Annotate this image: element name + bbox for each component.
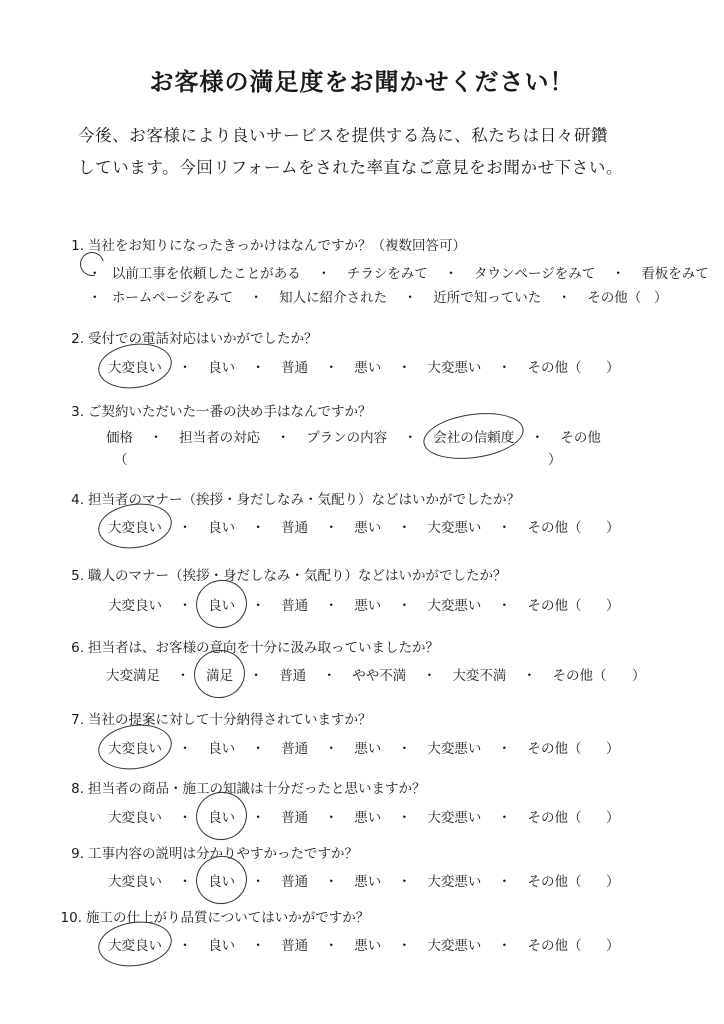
q1-option[interactable]: タウンページをみて bbox=[473, 266, 596, 282]
q6-close-paren: ） bbox=[632, 668, 646, 684]
q3-options bbox=[106, 426, 601, 446]
q1-option[interactable]: チラシをみて bbox=[346, 266, 428, 282]
q1-option[interactable]: その他（ bbox=[587, 290, 642, 306]
q2-option-selected[interactable]: 大変良い bbox=[108, 356, 162, 376]
q7-option-other[interactable]: その他（ bbox=[527, 741, 582, 757]
q4-close-paren: ） bbox=[606, 520, 620, 536]
question-text: 担当者のマナー（挨拶・身だしなみ・気配り）などはいかがでしたか？ bbox=[88, 492, 520, 508]
option-separator: ・ bbox=[397, 360, 412, 376]
q8-close-paren: ） bbox=[606, 810, 620, 826]
q1-option[interactable]: 近所で知っていた bbox=[433, 290, 542, 306]
question-10: 10. 施工の仕上がり品質についてはいかがですか？ bbox=[60, 910, 370, 926]
option-separator: ・ bbox=[497, 874, 512, 890]
q2-option[interactable]: 普通 bbox=[281, 360, 309, 376]
option-separator: ・ bbox=[324, 938, 338, 954]
q8-option[interactable]: 普通 bbox=[281, 810, 309, 826]
question-text: 担当者の商品・施工の知識は十分だったと思いますか？ bbox=[88, 781, 426, 797]
q3-option[interactable]: 価格 bbox=[106, 430, 133, 446]
question-4: 4. 担当者のマナー（挨拶・身だしなみ・気配り）などはいかがでしたか？ bbox=[71, 492, 520, 508]
q3-option-selected[interactable]: 会社の信頼度 bbox=[433, 426, 514, 446]
q10-option[interactable]: 大変悪い bbox=[427, 938, 482, 954]
q5-options bbox=[108, 594, 581, 614]
q7-close-paren: ） bbox=[606, 741, 620, 757]
option-separator: ・ bbox=[324, 741, 338, 757]
option-separator: ・ bbox=[178, 810, 192, 826]
q8-options bbox=[108, 806, 581, 826]
option-separator: ・ bbox=[422, 668, 437, 684]
q9-close-paren: ） bbox=[606, 874, 620, 890]
q8-option[interactable]: 大変良い bbox=[108, 810, 162, 826]
q9-option[interactable]: 大変良い bbox=[108, 874, 162, 890]
question-text: 受付での電話対応はいかがでしたか？ bbox=[88, 331, 318, 347]
question-text: ご契約いただいた一番の決め手はなんですか？ bbox=[88, 404, 372, 420]
option-separator: ・ bbox=[397, 874, 412, 890]
q3-open-paren: （ bbox=[114, 452, 128, 468]
q9-option[interactable]: 大変悪い bbox=[427, 874, 482, 890]
option-separator: ・ bbox=[497, 938, 512, 954]
question-8: 8. 担当者の商品・施工の知識は十分だったと思いますか？ bbox=[71, 781, 426, 797]
option-separator: ・ bbox=[251, 520, 265, 536]
option-separator: ・ bbox=[149, 430, 163, 446]
question-1 bbox=[62, 234, 466, 254]
q4-option[interactable]: 普通 bbox=[281, 520, 309, 536]
question-2: 2. 受付での電話対応はいかがでしたか？ bbox=[71, 331, 318, 347]
intro-line-1: 今後、お客様により良いサービスを提供する為に、私たちは日々研鑽 bbox=[78, 126, 609, 145]
q1-option[interactable]: ホームページをみて bbox=[111, 290, 234, 306]
question-7: 7. 当社の提案に対して十分納得されていますか？ bbox=[71, 712, 372, 728]
q8-option-other[interactable]: その他（ bbox=[527, 810, 582, 826]
option-separator: ・ bbox=[178, 360, 192, 376]
q6-option-other[interactable]: その他（ bbox=[552, 668, 607, 684]
intro-line-2: しています。今回リフォームをされた率直なご意見をお聞かせ下さい。 bbox=[78, 158, 624, 177]
q3-option[interactable]: プランの内容 bbox=[306, 430, 388, 446]
option-separator: ・ bbox=[497, 598, 512, 614]
option-separator: ・ bbox=[249, 290, 263, 306]
q1-option[interactable]: 知人に紹介された bbox=[279, 290, 388, 306]
option-separator: ・ bbox=[497, 741, 512, 757]
question-3: 3. ご契約いただいた一番の決め手はなんですか？ bbox=[71, 404, 372, 420]
option-separator: ・ bbox=[324, 874, 338, 890]
option-separator: ・ bbox=[251, 360, 265, 376]
option-separator: ・ bbox=[249, 668, 263, 684]
option-separator: ・ bbox=[444, 266, 458, 282]
q5-close-paren: ） bbox=[606, 598, 620, 614]
option-separator: ・ bbox=[497, 360, 512, 376]
option-separator: ・ bbox=[251, 810, 265, 826]
q6-option[interactable]: 大変満足 bbox=[106, 668, 160, 684]
q7-option[interactable]: 普通 bbox=[281, 741, 309, 757]
q9-option[interactable]: 普通 bbox=[281, 874, 309, 890]
q7-option[interactable]: 大変悪い bbox=[427, 741, 482, 757]
q1-option-bullet-selected[interactable]: ・ bbox=[88, 262, 102, 282]
option-separator: ・ bbox=[324, 810, 338, 826]
q4-option[interactable]: 大変悪い bbox=[427, 520, 482, 536]
option-separator: ・ bbox=[497, 810, 512, 826]
option-separator: ・ bbox=[276, 430, 290, 446]
q4-option-selected[interactable]: 大変良い bbox=[108, 516, 162, 536]
option-separator: ・ bbox=[251, 598, 265, 614]
q3-close-paren: ） bbox=[548, 452, 562, 468]
question-number: 1. bbox=[71, 238, 84, 254]
option-separator: ・ bbox=[397, 938, 412, 954]
q1-options-row-1 bbox=[88, 262, 709, 282]
page-title: お客様の満足度をお聞かせください！ bbox=[149, 68, 575, 96]
option-separator: ・ bbox=[178, 520, 192, 536]
q5-option[interactable]: 大変悪い bbox=[427, 598, 482, 614]
q2-close-paren: ） bbox=[606, 360, 620, 376]
option-separator: ・ bbox=[176, 668, 190, 684]
q6-option[interactable]: 大変不満 bbox=[452, 668, 507, 684]
q3-option-other[interactable]: その他 bbox=[560, 430, 601, 446]
q4-options bbox=[108, 516, 581, 536]
question-text: 施工の仕上がり品質についてはいかがですか？ bbox=[86, 910, 370, 926]
q8-option[interactable]: 大変悪い bbox=[427, 810, 482, 826]
q9-option[interactable]: 悪い bbox=[354, 874, 382, 890]
q4-option[interactable]: 悪い bbox=[354, 520, 382, 536]
q7-options bbox=[108, 737, 581, 757]
q10-option[interactable]: 良い bbox=[208, 938, 236, 954]
option-separator: ・ bbox=[251, 938, 265, 954]
question-text: 工事内容の説明は分かりやすかったですか？ bbox=[88, 846, 358, 862]
q2-option[interactable]: 悪い bbox=[354, 360, 382, 376]
q2-option[interactable]: 大変悪い bbox=[427, 360, 482, 376]
q2-option-other[interactable]: その他（ bbox=[527, 360, 582, 376]
q5-option[interactable]: 大変良い bbox=[108, 598, 162, 614]
question-6: 6. 担当者は、お客様の意向を十分に汲み取っていましたか？ bbox=[71, 640, 439, 656]
q7-option-selected[interactable]: 大変良い bbox=[108, 737, 162, 757]
q4-option-other[interactable]: その他（ bbox=[527, 520, 582, 536]
q6-option[interactable]: 普通 bbox=[279, 668, 307, 684]
q6-option[interactable]: やや不満 bbox=[352, 668, 407, 684]
option-separator: ・ bbox=[322, 668, 336, 684]
q9-options bbox=[108, 870, 581, 890]
q3-option[interactable]: 担当者の対応 bbox=[179, 430, 261, 446]
q4-option[interactable]: 良い bbox=[208, 520, 236, 536]
q10-option-other[interactable]: その他（ bbox=[527, 938, 582, 954]
q8-option-selected[interactable]: 良い bbox=[208, 806, 235, 826]
q5-option-other[interactable]: その他（ bbox=[527, 598, 582, 614]
q6-option-selected[interactable]: 満足 bbox=[206, 664, 233, 684]
option-separator: ・ bbox=[497, 520, 512, 536]
option-separator: ・ bbox=[324, 360, 338, 376]
option-separator: ・ bbox=[557, 290, 572, 306]
option-separator: ・ bbox=[251, 874, 265, 890]
option-separator: ・ bbox=[397, 598, 412, 614]
q10-option[interactable]: 普通 bbox=[281, 938, 309, 954]
q9-option-selected[interactable]: 良い bbox=[208, 870, 235, 890]
question-text: 担当者は、お客様の意向を十分に汲み取っていましたか？ bbox=[88, 640, 439, 656]
q2-options bbox=[108, 356, 581, 376]
option-separator: ・ bbox=[397, 520, 412, 536]
q1-close-paren: ） bbox=[654, 290, 668, 306]
q8-option[interactable]: 悪い bbox=[354, 810, 382, 826]
option-separator: ・ bbox=[397, 741, 412, 757]
option-separator: ・ bbox=[251, 741, 265, 757]
option-separator: ・ bbox=[324, 520, 338, 536]
option-separator: ・ bbox=[178, 938, 192, 954]
q1-options-row-2: ・ ホームページをみて ・ 知人に紹介された ・ 近所で知っていた ・ その他（ bbox=[88, 286, 641, 306]
option-separator: ・ bbox=[403, 290, 417, 306]
q5-option-selected[interactable]: 良い bbox=[208, 594, 235, 614]
option-separator: ・ bbox=[522, 668, 537, 684]
option-separator: ・ bbox=[317, 266, 331, 282]
q5-option[interactable]: 普通 bbox=[281, 598, 309, 614]
question-text: 職人のマナー（挨拶・身だしなみ・気配り）などはいかがでしたか？ bbox=[88, 568, 507, 584]
q7-option[interactable]: 悪い bbox=[354, 741, 382, 757]
q2-option[interactable]: 良い bbox=[208, 360, 236, 376]
option-separator: ・ bbox=[178, 874, 192, 890]
question-9: 9. 工事内容の説明は分かりやすかったですか？ bbox=[71, 846, 358, 862]
q5-option[interactable]: 悪い bbox=[354, 598, 382, 614]
q7-option[interactable]: 良い bbox=[208, 741, 236, 757]
q10-close-paren: ） bbox=[606, 938, 620, 954]
option-separator: ・ bbox=[611, 266, 626, 282]
option-separator: ・ bbox=[530, 430, 545, 446]
option-separator: ・ bbox=[178, 598, 192, 614]
q10-option-selected[interactable]: 大変良い bbox=[108, 934, 162, 954]
option-separator: ・ bbox=[324, 598, 338, 614]
q10-options bbox=[108, 934, 581, 954]
q10-option[interactable]: 悪い bbox=[354, 938, 382, 954]
question-text: 当社の提案に対して十分納得されていますか？ bbox=[88, 712, 372, 728]
q1-option[interactable]: 以前工事を依頼したことがある bbox=[111, 266, 301, 282]
option-separator: ・ bbox=[178, 741, 192, 757]
question-5: 5. 職人のマナー（挨拶・身だしなみ・気配り）などはいかがでしたか？ bbox=[71, 568, 507, 584]
q9-option-other[interactable]: その他（ bbox=[527, 874, 582, 890]
q1-option[interactable]: 看板をみて bbox=[641, 266, 709, 282]
q6-options bbox=[106, 664, 606, 684]
option-separator: ・ bbox=[403, 430, 417, 446]
question-text: 当社をお知りになったきっかけはなんですか？（複数回答可） bbox=[88, 238, 466, 254]
option-separator: ・ bbox=[397, 810, 412, 826]
